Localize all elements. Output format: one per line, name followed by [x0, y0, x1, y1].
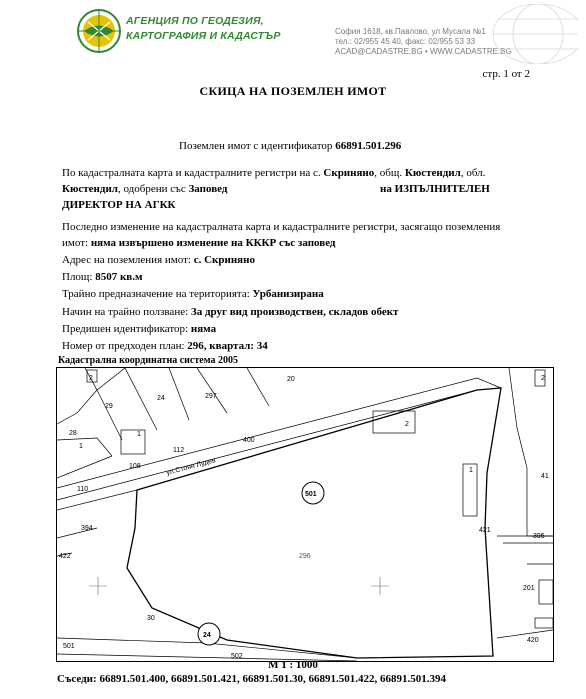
director-title: ДИРЕКТОР НА АГКК [62, 199, 176, 211]
map-label: 395 [533, 533, 545, 540]
field-value: За друг вид производствен, складов обект [190, 306, 399, 318]
coordinate-system: Кадастрална координатна система 2005 [58, 355, 238, 366]
parcel-boundary [97, 390, 122, 440]
field-purpose [62, 287, 324, 301]
map-label: 1 [137, 431, 141, 438]
property-identifier [179, 139, 401, 153]
map-label: 2 [405, 421, 409, 428]
address-line2: тел.: 02/955 45 40, факс: 02/955 53 33 [335, 37, 476, 46]
parcel-id-label: 296 [299, 553, 311, 560]
agency-name-line2: КАРТОГРАФИЯ И КАДАСТЪР [126, 30, 281, 42]
agency-name-line1: АГЕНЦИЯ ПО ГЕОДЕЗИЯ, [126, 15, 264, 27]
municipality-value: Кюстендил [404, 167, 461, 179]
field-label: Адрес на поземления имот: [62, 254, 194, 266]
map-label: 2 [89, 375, 93, 382]
field-previous-plan [62, 339, 268, 353]
field-value: с. Скриняно [193, 254, 255, 266]
last-change-value: няма извършено изменение на КККР със заповед [90, 237, 336, 249]
map-scale: М 1 : 1000 [268, 659, 318, 671]
parcel-boundary [57, 456, 112, 478]
field-value: 8507 кв.м [95, 271, 143, 283]
approval-text-part: , общ. [374, 167, 405, 179]
street-line [57, 390, 477, 500]
map-label: 421 [479, 527, 491, 534]
last-change-line1: Последно изменение на кадастралната карта и кадастралните регистри, засягащо поземления [62, 221, 501, 233]
map-label: 422 [59, 553, 71, 560]
map-label: 20 [287, 376, 295, 383]
map-label: 28 [69, 430, 77, 437]
identifier-label: Поземлен имот с идентификатор [179, 140, 336, 152]
map-label: 1 [469, 467, 473, 474]
address-line1: София 1618, кв.Павлово, ул Мусала №1 [335, 27, 486, 36]
quarter-number-label: 24 [203, 632, 211, 639]
field-label: Трайно предназначение на територията: [62, 288, 253, 300]
last-change [62, 220, 552, 250]
map-label: 1 [79, 443, 83, 450]
cadastral-map-drawing [57, 368, 553, 661]
map-label: 201 [523, 585, 535, 592]
parcel-boundary [169, 368, 189, 420]
field-value: Урбанизирана [252, 288, 324, 300]
director-label: на ИЗПЪЛНИТЕЛЕН [380, 183, 490, 195]
last-change-label: имот: [62, 237, 91, 249]
parcel-boundary [197, 368, 227, 413]
field-value: няма [190, 323, 217, 335]
field-address [62, 253, 255, 267]
village-value: Скриняно [323, 167, 375, 179]
map-label: 108 [129, 463, 141, 470]
parcel-boundary [125, 368, 157, 430]
map-label: 30 [147, 615, 155, 622]
neighbors-value: 66891.501.400, 66891.501.421, 66891.501.30, 66891.501.422, 66891.501.394 [99, 673, 446, 685]
approval-text-part: , обл. [460, 167, 486, 179]
parcel-boundary [509, 368, 553, 536]
parcel-number-label: 501 [305, 491, 317, 498]
building [539, 580, 553, 604]
street-line [57, 490, 137, 510]
order-label: Заповед [188, 183, 228, 195]
map-label: 394 [81, 525, 93, 532]
identifier-value: 66891.501.296 [335, 140, 402, 152]
map-label: 2 [541, 375, 545, 382]
address-line3: ACAD@CADASTRE.BG • WWW.CADASTRE.BG [335, 47, 512, 56]
agency-name [126, 14, 281, 44]
neighbors-label: Съседи: [57, 673, 100, 685]
map-label: 400 [243, 437, 255, 444]
parcel-boundary [497, 630, 553, 638]
street-name-label: ул.Стоян Лудев [165, 457, 217, 477]
page-number: стр. 1 от 2 [482, 68, 530, 80]
map-label: 110 [77, 486, 89, 493]
field-previous-id [62, 322, 216, 336]
grid-cross [89, 577, 107, 595]
street-line [57, 378, 501, 488]
region-value: Кюстендил [62, 183, 118, 195]
neighbors [57, 673, 446, 685]
map-label: 41 [541, 473, 549, 480]
document-title: СКИЦА НА ПОЗЕМЛЕН ИМОТ [199, 84, 387, 98]
map-label: 112 [173, 447, 185, 454]
building [535, 618, 553, 628]
map-label: 29 [105, 403, 113, 410]
approval-text-part: , одобрени със [117, 183, 189, 195]
approval-text-part: По кадастралната карта и кадастралните регистри на с. [62, 167, 324, 179]
parcel-boundary [247, 368, 269, 406]
map-label: 297 [205, 393, 217, 400]
grid-cross [371, 577, 389, 595]
globe-watermark-icon [478, 4, 578, 64]
field-label: Номер от предходен план: [62, 340, 188, 352]
map-label: 420 [527, 637, 539, 644]
field-label: Площ: [62, 271, 96, 283]
map-label: 24 [157, 395, 165, 402]
parcel-296-boundary [127, 388, 501, 658]
agency-logo-icon [74, 8, 124, 54]
field-label: Начин на трайно ползване: [62, 306, 191, 318]
field-label: Предишен идентификатор: [62, 323, 191, 335]
building [121, 430, 145, 454]
map-label: 501 [63, 643, 75, 650]
cadastral-map [56, 367, 554, 662]
field-usage [62, 305, 398, 319]
parcel-boundary [57, 438, 112, 456]
field-value: 296, квартал: 34 [187, 340, 268, 352]
field-area [62, 270, 143, 284]
map-label: 502 [231, 653, 243, 660]
approval-text [62, 166, 542, 212]
parcel-boundary [97, 368, 125, 390]
